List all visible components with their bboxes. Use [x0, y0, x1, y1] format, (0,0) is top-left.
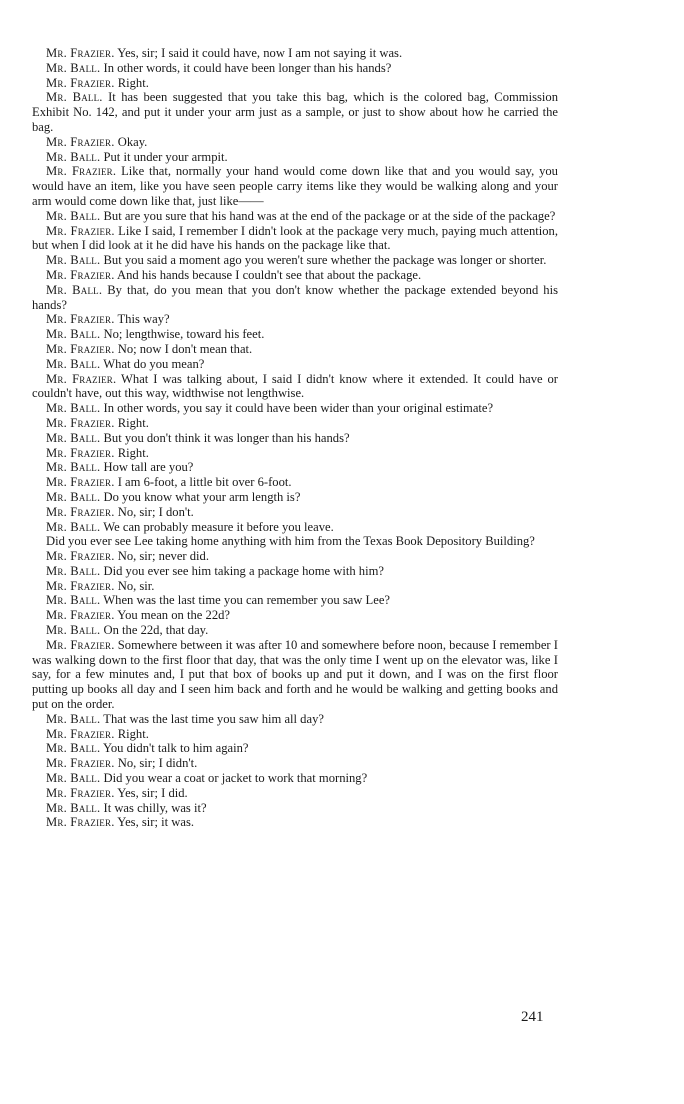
paragraph-text: But are you sure that his hand was at the end of the package or at the side of the package?	[103, 208, 556, 223]
speaker-label: Mr. Frazier.	[46, 815, 115, 830]
speaker-label: Mr. Frazier.	[46, 223, 115, 238]
speaker-label: Mr. Ball.	[46, 489, 101, 504]
paragraph-text: Did you ever see Lee taking home anything with him from the Texas Book Depository Building?	[46, 534, 535, 549]
speaker-label: Mr. Frazier.	[46, 726, 115, 741]
paragraph-text: On the 22d, that day.	[103, 623, 209, 638]
testimony-paragraph	[32, 61, 558, 76]
paragraph-text: Yes, sir; I said it could have, now I am not saying it was.	[117, 46, 403, 60]
testimony-paragraph	[32, 283, 558, 313]
paragraph-text: When was the last time you can remember you saw Lee?	[103, 593, 391, 608]
speaker-label: Mr. Frazier.	[46, 637, 115, 652]
speaker-label: Mr. Ball.	[46, 90, 103, 105]
testimony-paragraph	[32, 209, 558, 224]
speaker-label: Mr. Ball.	[46, 623, 101, 638]
testimony-paragraph	[32, 342, 558, 357]
speaker-label: Mr. Frazier.	[46, 164, 117, 179]
speaker-label: Mr. Frazier.	[46, 608, 115, 623]
testimony-paragraph	[32, 727, 558, 742]
testimony-paragraph	[32, 786, 558, 801]
testimony-paragraph	[32, 564, 558, 579]
paragraph-text: Like that, normally your hand would come down like that and you would say, you would have an item, like you have seen people carry items like they would be walking along and your arm would come down like that, just like——	[32, 164, 558, 208]
speaker-label: Mr. Frazier.	[46, 134, 115, 149]
testimony-paragraph	[32, 431, 558, 446]
speaker-label: Mr. Frazier.	[46, 475, 115, 490]
speaker-label: Mr. Ball.	[46, 741, 101, 756]
paragraph-text: What do you mean?	[103, 356, 205, 371]
testimony-paragraph	[32, 312, 558, 327]
paragraph-text: This way?	[117, 312, 170, 327]
speaker-label: Mr. Frazier.	[46, 504, 115, 519]
testimony-paragraph	[32, 401, 558, 416]
testimony-paragraph	[32, 475, 558, 490]
paragraph-text: You didn't talk to him again?	[103, 741, 249, 756]
testimony-paragraph	[32, 357, 558, 372]
speaker-label: Mr. Ball.	[46, 149, 101, 164]
paragraph-text: I am 6-foot, a little bit over 6-foot.	[117, 475, 292, 490]
speaker-label: Mr. Ball.	[46, 800, 101, 815]
testimony-paragraph	[32, 46, 558, 61]
paragraph-text: Yes, sir; I did.	[117, 785, 188, 800]
testimony-paragraph	[32, 76, 558, 91]
speaker-label: Mr. Frazier.	[46, 312, 115, 327]
testimony-paragraph	[32, 756, 558, 771]
testimony-paragraph	[32, 224, 558, 254]
speaker-label: Mr. Ball.	[46, 519, 101, 534]
paragraph-text: Like I said, I remember I didn't look at the package very much, paying much attention, but when I did look at it he did have his hands on the package like that.	[32, 223, 558, 253]
speaker-label: Mr. Ball.	[46, 460, 101, 475]
paragraph-text: How tall are you?	[103, 460, 194, 475]
paragraph-text: No, sir; I didn't.	[117, 756, 198, 771]
paragraph-text: You mean on the 22d?	[117, 608, 231, 623]
speaker-label: Mr. Ball.	[46, 208, 101, 223]
paragraph-text: Yes, sir; it was.	[117, 815, 194, 830]
speaker-label: Mr. Ball.	[46, 356, 101, 371]
paragraph-text: But you don't think it was longer than his hands?	[103, 430, 350, 445]
speaker-label: Mr. Frazier.	[46, 445, 115, 460]
speaker-label: Mr. Ball.	[46, 253, 101, 268]
paragraph-text: It has been suggested that you take this bag, which is the colored bag, Commission Exhibit No. 142, and put it under your arm just as a sample, or just to show about how he carried the bag.	[32, 90, 558, 134]
testimony-paragraph	[32, 741, 558, 756]
speaker-label: Mr. Ball.	[46, 771, 101, 786]
speaker-label: Mr. Ball.	[46, 563, 101, 578]
paragraph-text: That was the last time you saw him all day?	[103, 711, 324, 726]
speaker-label: Mr. Ball.	[46, 430, 101, 445]
paragraph-text: No; lengthwise, toward his feet.	[103, 327, 265, 342]
paragraph-text: And his hands because I couldn't see that about the package.	[117, 267, 422, 282]
paragraph-text: Right.	[117, 75, 149, 90]
paragraph-text: What I was talking about, I said I didn't know where it extended. It could have or couldn't have, out this way, widthwise not lengthwise.	[32, 371, 559, 401]
paragraph-text: No; now I don't mean that.	[117, 341, 253, 356]
speaker-label: Mr. Ball.	[46, 593, 101, 608]
paragraph-text: In other words, it could have been longer than his hands?	[103, 60, 392, 75]
testimony-paragraph	[32, 712, 558, 727]
testimony-paragraph	[32, 90, 558, 134]
paragraph-text: No, sir.	[117, 578, 155, 593]
speaker-label: Mr. Frazier.	[46, 549, 115, 564]
testimony-paragraph	[32, 520, 558, 535]
speaker-label: Mr. Ball.	[46, 327, 101, 342]
paragraph-text: Somewhere between it was after 10 and somewhere before noon, because I remember I was walking down to the first floor that day, that was the only time I went up on the elevator was, like I say, for a few minutes and, I put that box of books up and put it down, and I was on the first floor putting up books all day and I seen him back and forth and he would be walking and getting books and put on the order.	[32, 637, 558, 712]
speaker-label: Mr. Frazier.	[46, 46, 115, 60]
paragraph-text: It was chilly, was it?	[103, 800, 207, 815]
paragraph-text: Right.	[117, 415, 149, 430]
paragraph-text: By that, do you mean that you don't know whether the package extended beyond his hands?	[32, 282, 559, 312]
testimony-paragraph	[32, 579, 558, 594]
paragraph-text: No, sir; I don't.	[117, 504, 194, 519]
speaker-label: Mr. Frazier.	[46, 578, 115, 593]
testimony-paragraph	[32, 549, 558, 564]
speaker-label: Mr. Ball.	[46, 711, 101, 726]
speaker-label: Mr. Frazier.	[46, 341, 115, 356]
speaker-label: Mr. Frazier.	[46, 785, 115, 800]
testimony-paragraph	[32, 771, 558, 786]
testimony-paragraph	[32, 372, 558, 402]
testimony-text	[32, 46, 558, 830]
paragraph-text: Did you wear a coat or jacket to work that morning?	[103, 771, 368, 786]
speaker-label: Mr. Ball.	[46, 401, 101, 416]
speaker-label: Mr. Frazier.	[46, 267, 115, 282]
testimony-paragraph	[32, 164, 558, 208]
paragraph-text: Right.	[117, 726, 149, 741]
testimony-paragraph	[32, 505, 558, 520]
paragraph-text: Right.	[117, 445, 149, 460]
page-number: 241	[521, 1009, 544, 1025]
paragraph-text: Do you know what your arm length is?	[103, 489, 301, 504]
speaker-label: Mr. Frazier.	[46, 371, 117, 386]
testimony-paragraph	[32, 534, 558, 549]
speaker-label: Mr. Frazier.	[46, 756, 115, 771]
testimony-paragraph	[32, 416, 558, 431]
speaker-label: Mr. Frazier.	[46, 415, 115, 430]
paragraph-text: No, sir; never did.	[117, 549, 210, 564]
paragraph-text: Put it under your armpit.	[103, 149, 228, 164]
paragraph-text: We can probably measure it before you leave.	[103, 519, 334, 534]
testimony-paragraph	[32, 608, 558, 623]
testimony-paragraph	[32, 327, 558, 342]
testimony-paragraph	[32, 253, 558, 268]
testimony-paragraph	[32, 135, 558, 150]
testimony-paragraph	[32, 638, 558, 712]
paragraph-text: But you said a moment ago you weren't sure whether the package was longer or shorter.	[103, 253, 547, 268]
paragraph-text: Did you ever see him taking a package home with him?	[103, 563, 384, 578]
testimony-paragraph	[32, 815, 558, 830]
testimony-paragraph	[32, 460, 558, 475]
paragraph-text: In other words, you say it could have been wider than your original estimate?	[103, 401, 494, 416]
paragraph-text: Okay.	[117, 134, 148, 149]
speaker-label: Mr. Ball.	[46, 60, 101, 75]
speaker-label: Mr. Ball.	[46, 282, 103, 297]
testimony-paragraph	[32, 268, 558, 283]
testimony-paragraph	[32, 150, 558, 165]
speaker-label: Mr. Frazier.	[46, 75, 115, 90]
testimony-paragraph	[32, 490, 558, 505]
testimony-paragraph	[32, 801, 558, 816]
testimony-paragraph	[32, 593, 558, 608]
testimony-paragraph	[32, 623, 558, 638]
testimony-paragraph	[32, 446, 558, 461]
